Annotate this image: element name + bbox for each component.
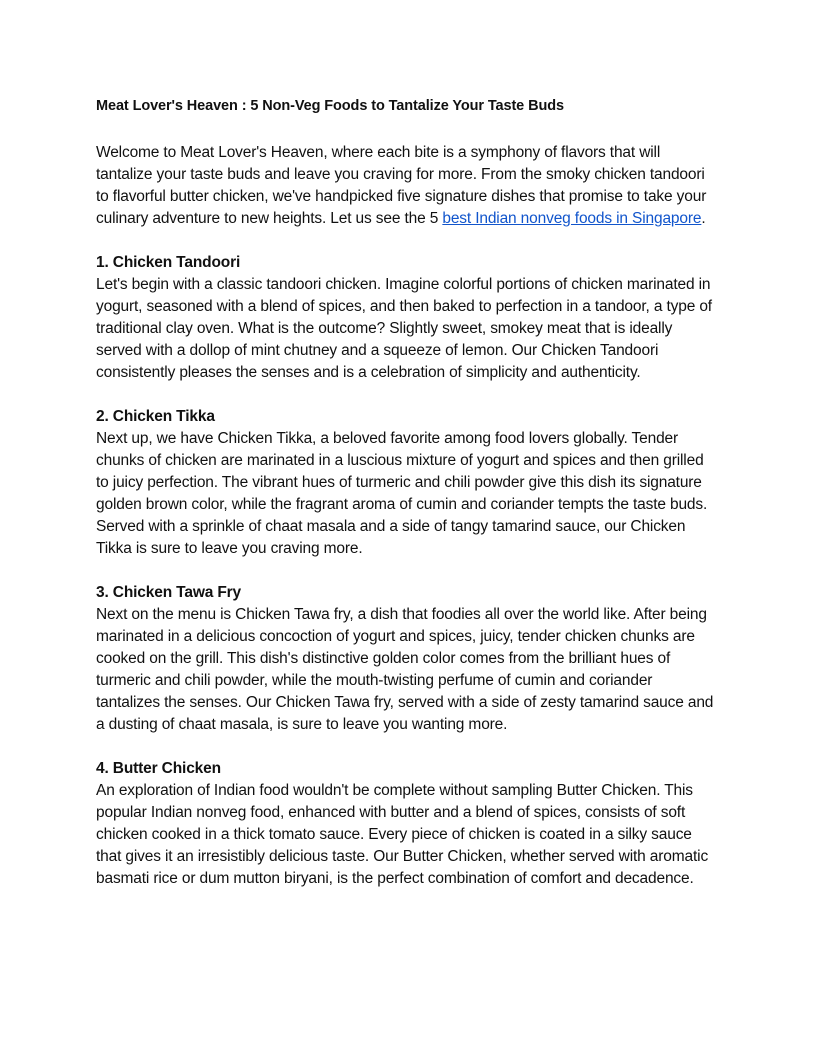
- intro-text: Welcome to Meat Lover's Heaven, where each bite is a symphony of flavors that will tantalize your taste buds and leave you craving for more. From the smoky chicken tandoori to flavorful butter chicken, we've handpicked five signature dishes that promise to take your culinary adventure to new heights. Let us see the 5: [96, 144, 707, 227]
- section-heading: 2. Chicken Tikka: [96, 408, 215, 425]
- section-butter-chicken: [96, 758, 720, 890]
- document-title: Meat Lover's Heaven : 5 Non-Veg Foods to Tantalize Your Taste Buds: [96, 98, 564, 114]
- section-chicken-tawa-fry: [96, 582, 720, 736]
- section-chicken-tikka: [96, 406, 720, 560]
- section-body: An exploration of Indian food wouldn't be complete without sampling Butter Chicken. This popular Indian nonveg food, enhanced with butter and a blend of spices, consists of soft chicken cooked in a thick tomato sauce. Every piece of chicken is coated in a silky sauce that gives it an irresistibly delicious taste. Our Butter Chicken, whether served with aromatic basmati rice or dum mutton biryani, is the perfect combination of comfort and decadence.: [96, 782, 709, 887]
- section-body: Next up, we have Chicken Tikka, a beloved favorite among food lovers globally. Tender chunks of chicken are marinated in a luscious mixture of yogurt and spices and then grilled to juicy perfection. The vibrant hues of turmeric and chili powder give this dish its signature golden brown color, while the fragrant aroma of cumin and coriander tempts the taste buds. Served with a sprinkle of chaat masala and a side of tangy tamarind sauce, our Chicken Tikka is sure to leave you craving more.: [96, 430, 708, 557]
- section-chicken-tandoori: [96, 252, 720, 384]
- section-heading: 4. Butter Chicken: [96, 760, 221, 777]
- intro-text-end: .: [701, 210, 706, 227]
- intro-paragraph: [96, 142, 720, 230]
- document-page: [96, 96, 720, 890]
- section-heading: 3. Chicken Tawa Fry: [96, 584, 242, 601]
- best-nonveg-foods-link[interactable]: best Indian nonveg foods in Singapore: [442, 210, 702, 227]
- section-body: Let's begin with a classic tandoori chicken. Imagine colorful portions of chicken marinated in yogurt, seasoned with a blend of spices, and then baked to perfection in a tandoor, a type of traditional clay oven. What is the outcome? Slightly sweet, smokey meat that is ideally served with a dollop of mint chutney and a squeeze of lemon. Our Chicken Tandoori consistently pleases the senses and is a celebration of simplicity and authenticity.: [96, 276, 712, 381]
- section-heading: 1. Chicken Tandoori: [96, 254, 241, 271]
- section-body: Next on the menu is Chicken Tawa fry, a dish that foodies all over the world like. After being marinated in a delicious concoction of yogurt and spices, juicy, tender chicken chunks are cooked on the grill. This dish's distinctive golden color comes from the brilliant hues of turmeric and chili powder, while the mouth-twisting perfume of cumin and coriander tantalizes the senses. Our Chicken Tawa fry, served with a side of zesty tamarind sauce and a dusting of chaat masala, is sure to leave you wanting more.: [96, 606, 714, 733]
